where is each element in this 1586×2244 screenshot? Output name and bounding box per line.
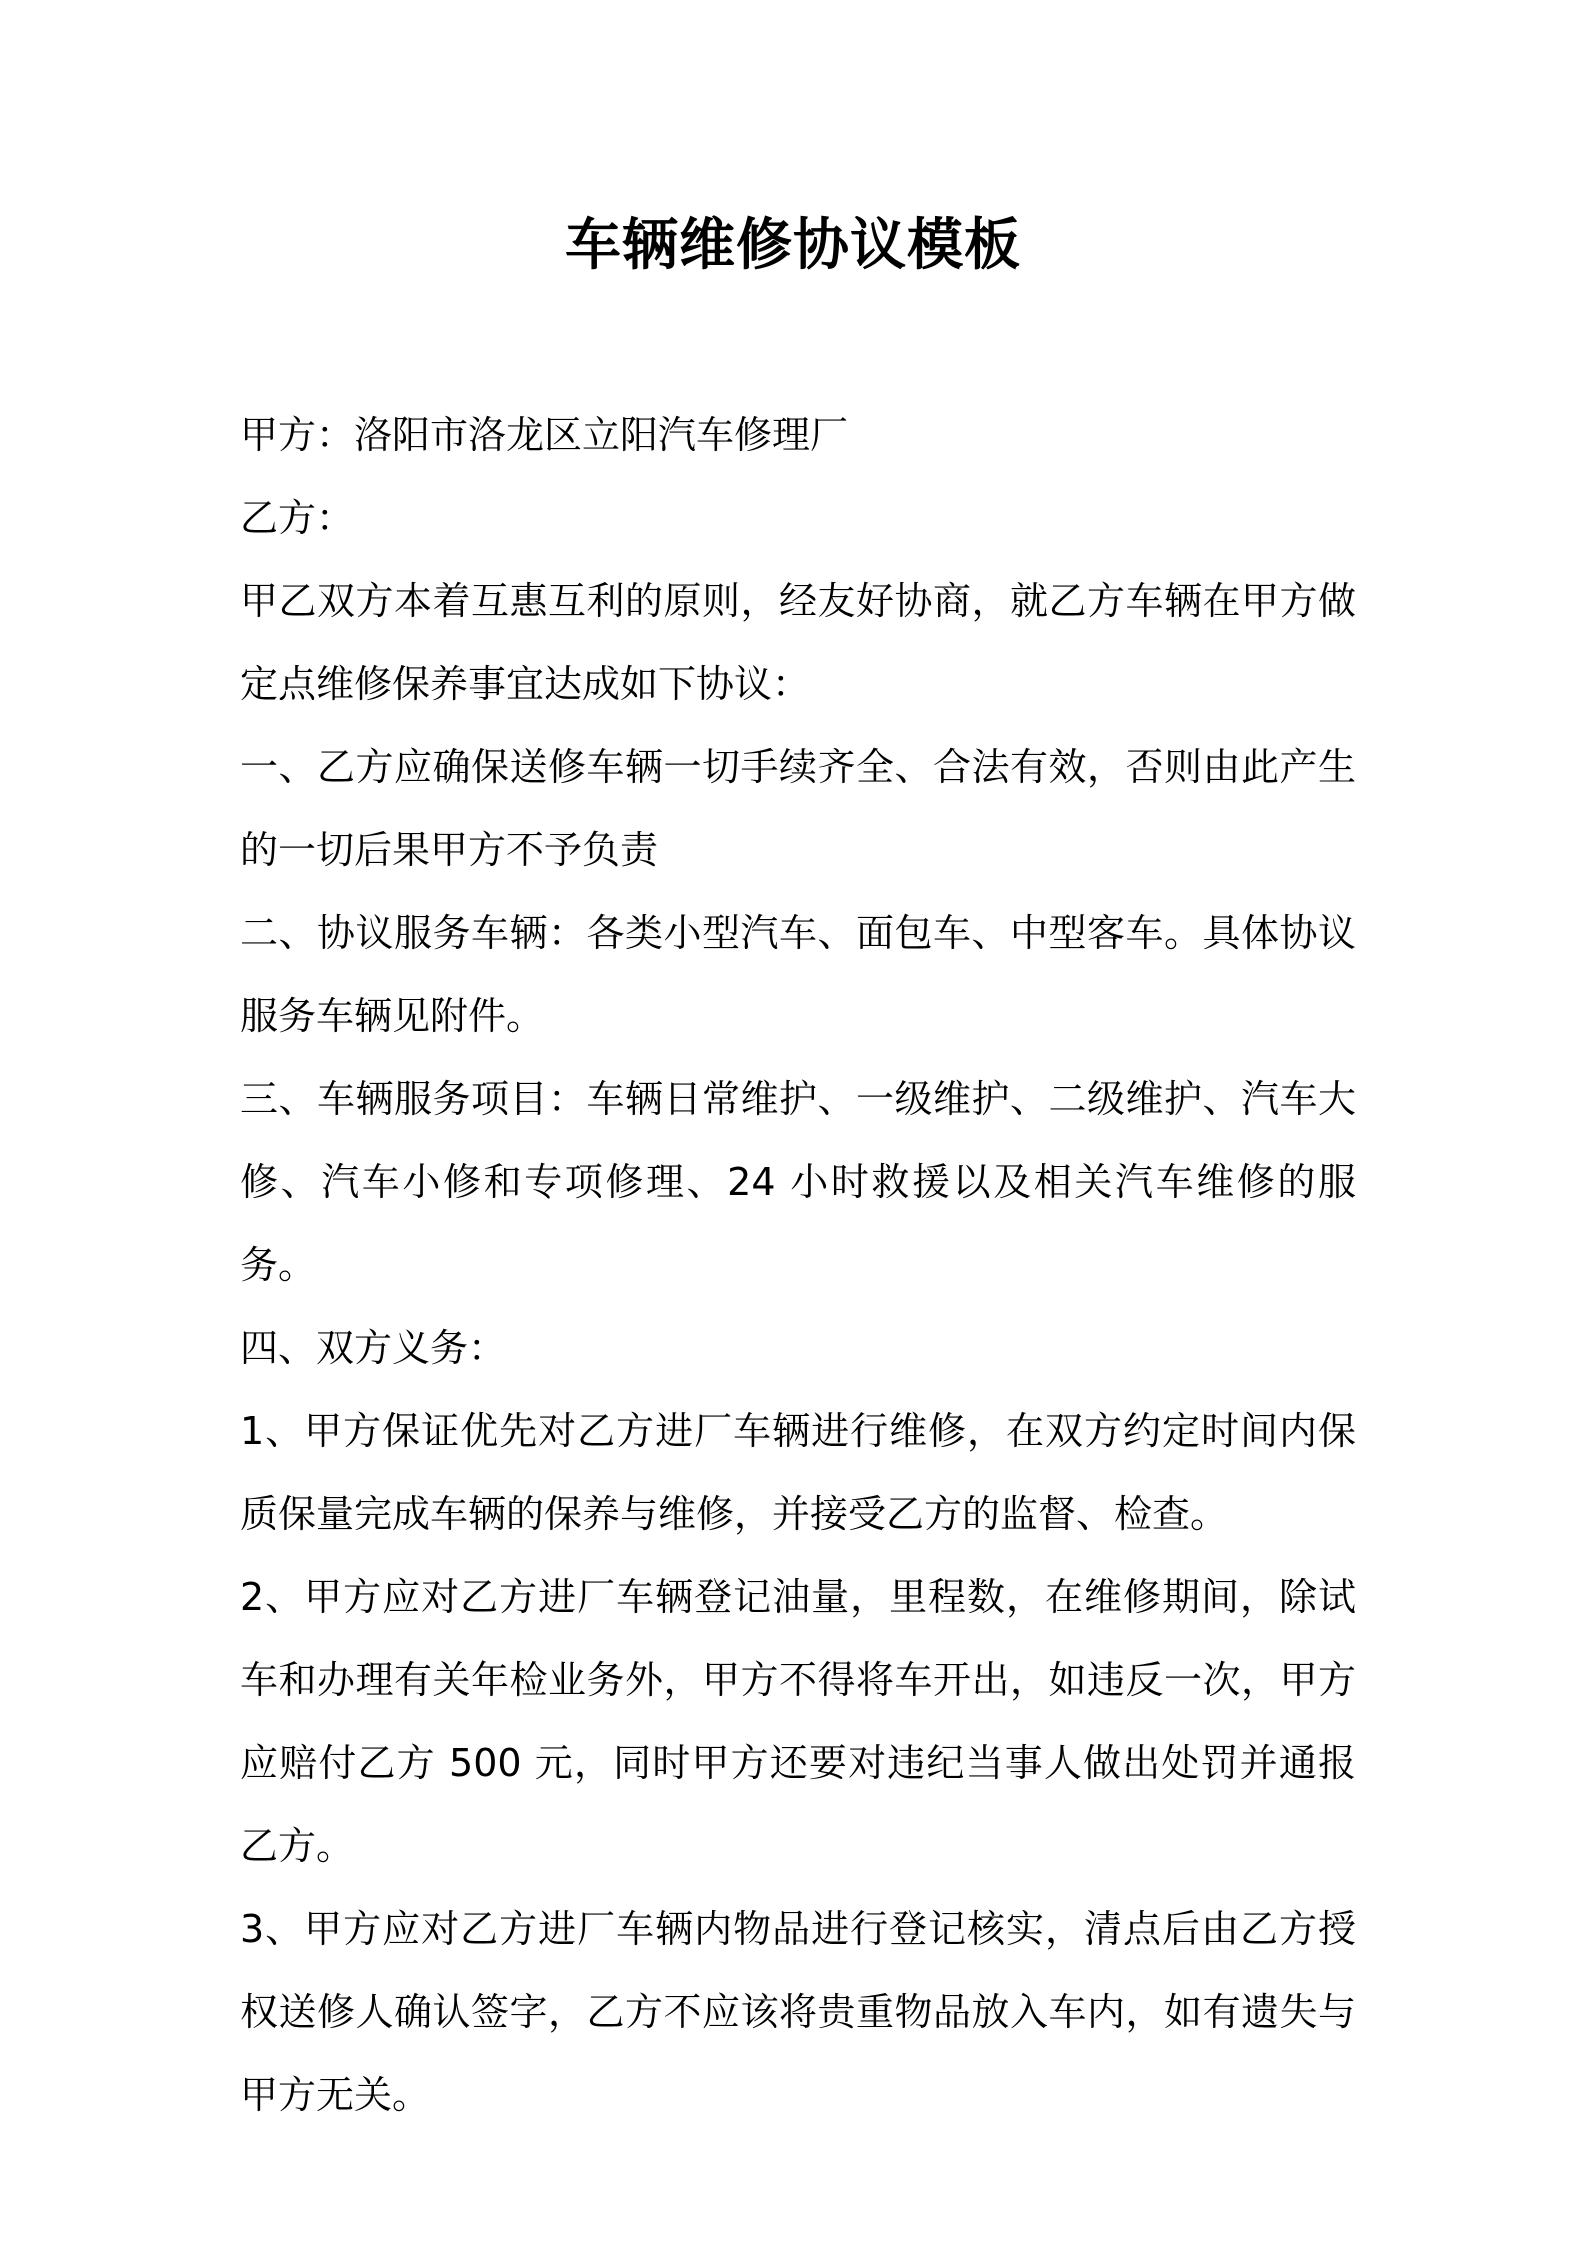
party-a-line: 甲方：洛阳市洛龙区立阳汽车修理厂	[240, 413, 849, 457]
party-b-line: 乙方：	[240, 496, 355, 540]
obligation-2: 2、甲方应对乙方进厂车辆登记油量，里程数，在维修期间，除试车和办理有关年检业务外，甲方不得将车开出，如违反一次，甲方应赔付乙方 500 元，同时甲方还要对违纪当事人做出处罚并通报乙方。	[240, 1575, 1356, 1868]
intro-paragraph: 甲乙双方本着互惠互利的原则，经友好协商，就乙方车辆在甲方做定点维修保养事宜达成如下协议：	[240, 579, 1356, 706]
document-title: 车辆维修协议模板	[565, 213, 1021, 278]
clause-2: 二、协议服务车辆：各类小型汽车、面包车、中型客车。具体协议服务车辆见附件。	[240, 911, 1356, 1038]
clause-1: 一、乙方应确保送修车辆一切手续齐全、合法有效，否则由此产生的一切后果甲方不予负责	[240, 745, 1356, 872]
clause-4-heading: 四、双方义务：	[240, 1326, 507, 1370]
document-body	[240, 394, 1356, 2137]
clause-3: 三、车辆服务项目：车辆日常维护、一级维护、二级维护、汽车大修、汽车小修和专项修理、24 小时救援以及相关汽车维修的服务。	[240, 1077, 1356, 1287]
obligation-1: 1、甲方保证优先对乙方进厂车辆进行维修，在双方约定时间内保质保量完成车辆的保养与维修，并接受乙方的监督、检查。	[240, 1409, 1356, 1536]
obligation-3: 3、甲方应对乙方进厂车辆内物品进行登记核实，清点后由乙方授权送修人确认签字，乙方不应该将贵重物品放入车内，如有遗失与甲方无关。	[240, 1907, 1356, 2117]
